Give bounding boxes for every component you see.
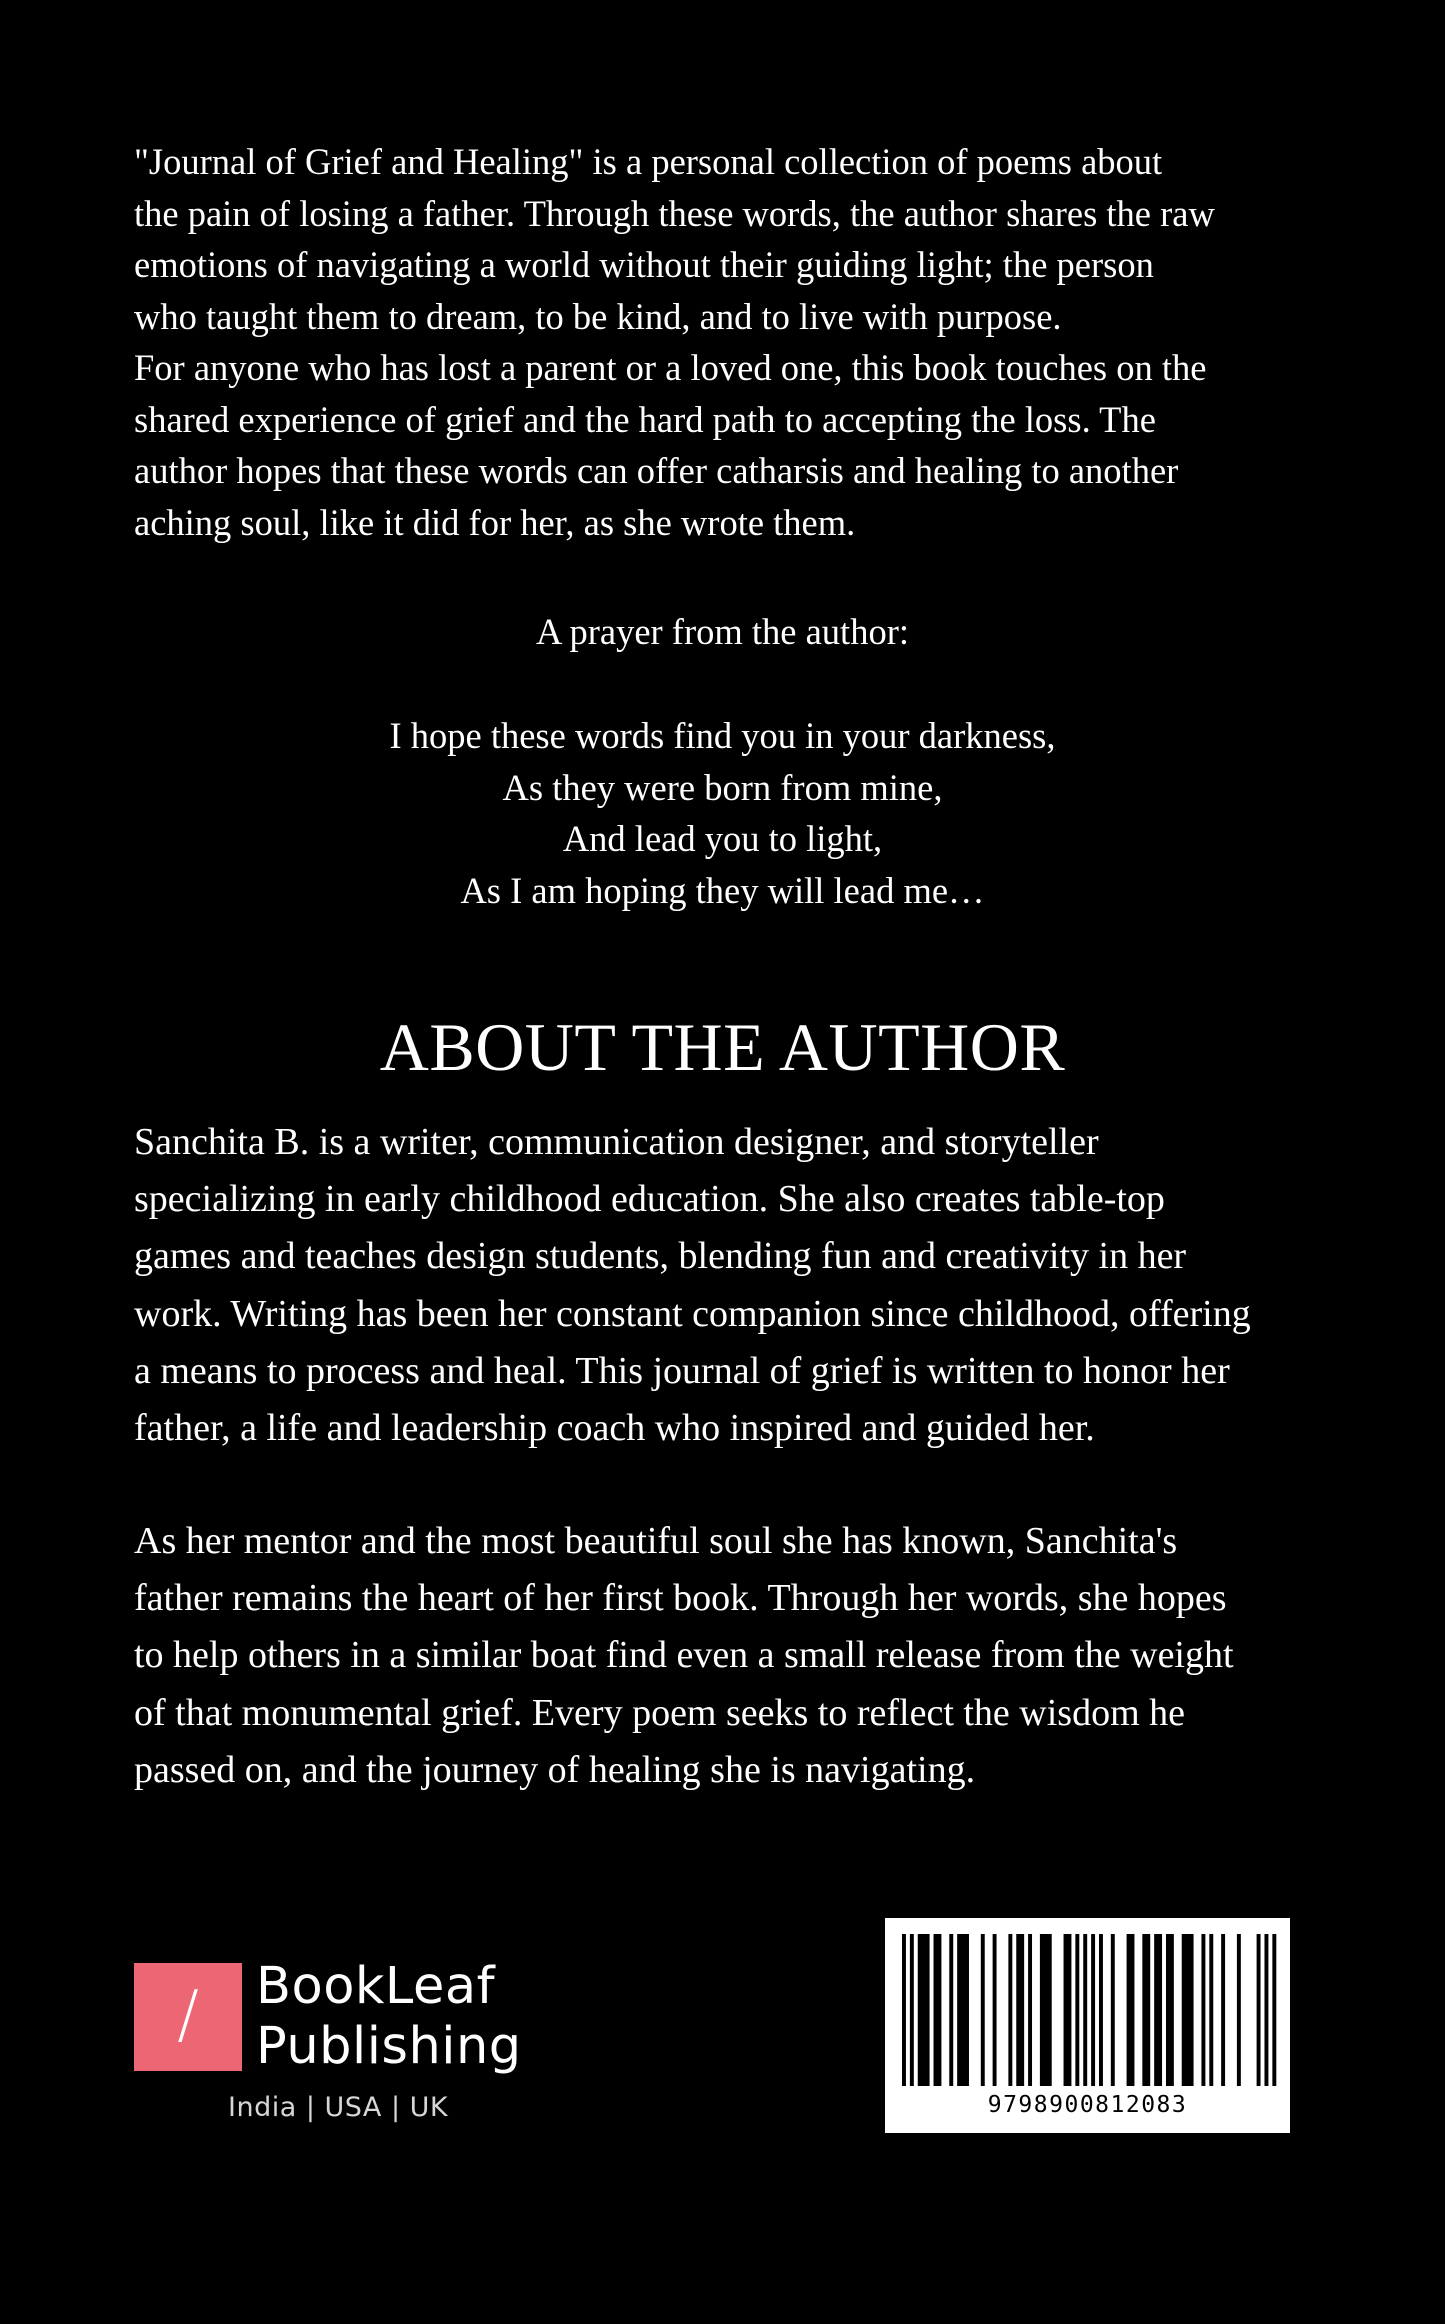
bio-line: to help others in a similar boat find even a small release from the weight [134, 1634, 1234, 1677]
author-bio-paragraph-2 [134, 1513, 1354, 1799]
prayer-line: As they were born from mine, [502, 766, 943, 808]
blurb-line: the pain of losing a father. Through these words, the author shares the raw [134, 192, 1215, 234]
barcode-bar [1099, 1934, 1103, 2086]
barcode-bar [949, 1934, 953, 2086]
slash-icon: / [177, 1978, 199, 2052]
barcode-bar [1182, 1934, 1194, 2086]
prayer-heading: A prayer from the author: [536, 611, 909, 652]
isbn-number: 9798900812083 [987, 2092, 1188, 2118]
barcode-bar [1201, 1934, 1205, 2086]
prayer-poem [0, 710, 1445, 916]
publisher-regions: India | USA | UK [228, 2092, 449, 2123]
barcode-bar [1028, 1934, 1032, 2086]
bio-line: passed on, and the journey of healing she is navigating. [134, 1748, 976, 1791]
barcode-bar [902, 1934, 906, 2086]
about-author-title: ABOUT THE AUTHOR [379, 1009, 1066, 1085]
publisher-name-line-1: BookLeaf [256, 1957, 496, 2016]
bio-line: father, a life and leadership coach who inspired and guided her. [134, 1407, 1095, 1450]
bio-line: of that monumental grief. Every poem seeks to reflect the wisdom he [134, 1691, 1186, 1734]
blurb-line: who taught them to dream, to be kind, and to live with purpose. [134, 295, 1062, 337]
barcode-bar [1083, 1934, 1087, 2086]
barcode-bar [1166, 1934, 1174, 2086]
isbn-barcode [885, 1918, 1290, 2133]
blurb-line: "Journal of Grief and Healing" is a personal collection of poems about [134, 141, 1163, 182]
bio-line: specializing in early childhood education. She also creates table-top [134, 1178, 1165, 1221]
publisher-name [256, 1957, 522, 2077]
bio-line: a means to process and heal. This journal of grief is written to honor her [134, 1349, 1230, 1392]
barcode-bar [1008, 1934, 1012, 2086]
bio-line: games and teaches design students, blending fun and creativity in her [134, 1235, 1187, 1278]
barcode-bar [981, 1934, 985, 2086]
author-bio-paragraph-1 [134, 1114, 1354, 1457]
barcode-bar [1064, 1934, 1072, 2086]
blurb-line: aching soul, like it did for her, as she wrote them. [134, 501, 856, 543]
barcode-bar [910, 1934, 914, 2086]
barcode-bar [1075, 1934, 1079, 2086]
barcode-bar [1142, 1934, 1150, 2086]
barcode-bar [1209, 1934, 1213, 2086]
prayer-line: As I am hoping they will lead me… [460, 869, 985, 911]
barcode-bar [1091, 1934, 1095, 2086]
bio-line: father remains the heart of her first book. Through her words, she hopes [134, 1577, 1227, 1620]
barcode-bar [993, 1934, 997, 2086]
publisher-logo [134, 1957, 554, 2143]
prayer-line: And lead you to light, [562, 818, 883, 859]
bio-line: As her mentor and the most beautiful soul she has known, Sanchita's [134, 1520, 1178, 1562]
barcode-bar [1221, 1934, 1225, 2086]
barcode-bar [934, 1934, 942, 2086]
prayer-line: I hope these words find you in your darkness, [389, 715, 1056, 756]
book-blurb [134, 136, 1334, 548]
barcode-bar [1111, 1934, 1115, 2086]
blurb-line: For anyone who has lost a parent or a loved one, this book touches on the [134, 347, 1207, 388]
blurb-line: shared experience of grief and the hard path to accepting the loss. The [134, 398, 1156, 440]
blurb-line: author hopes that these words can offer catharsis and healing to another [134, 450, 1179, 491]
barcode-bar [1237, 1934, 1241, 2086]
barcode-bar [1040, 1934, 1052, 2086]
barcode-bar [1272, 1934, 1276, 2086]
barcode-bar [957, 1934, 969, 2086]
publisher-name-line-2: Publishing [256, 2017, 522, 2076]
barcode-bar [1257, 1934, 1261, 2086]
barcode-bar [1016, 1934, 1024, 2086]
barcode-bar [918, 1934, 930, 2086]
bio-line: Sanchita B. is a writer, communication designer, and storyteller [134, 1121, 1099, 1163]
blurb-line: emotions of navigating a world without their guiding light; the person [134, 244, 1154, 285]
barcode-bar [1154, 1934, 1162, 2086]
barcode-bar [1127, 1934, 1135, 2086]
barcode-bar [1264, 1934, 1268, 2086]
bio-line: work. Writing has been her constant companion since childhood, offering [134, 1292, 1251, 1335]
